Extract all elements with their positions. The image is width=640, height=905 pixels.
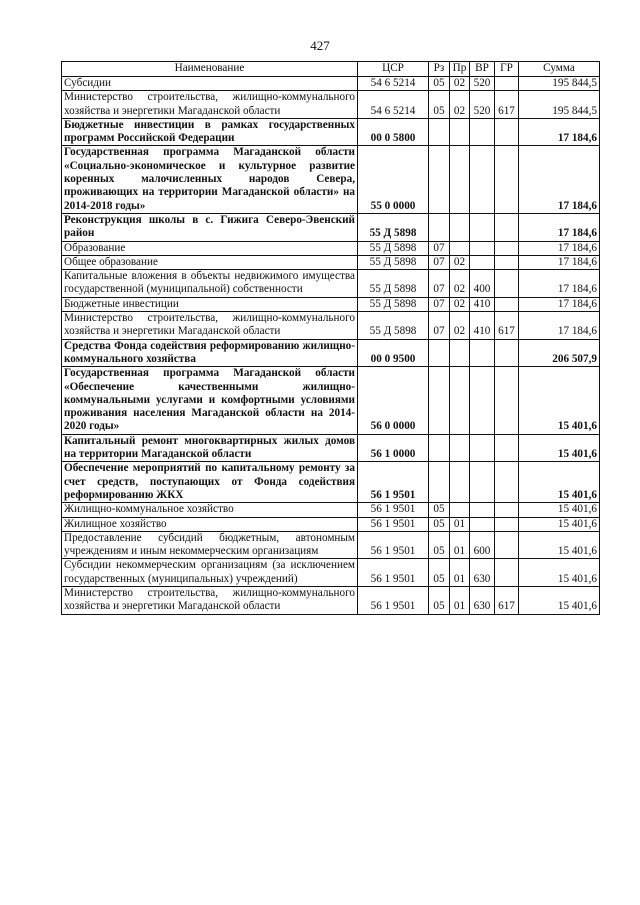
cell-csr: 55 Д 5898 (358, 312, 429, 340)
cell-name: Жилищно-коммунальное хозяйство (62, 503, 358, 517)
cell-gr (495, 255, 519, 269)
cell-csr: 00 0 9500 (358, 339, 429, 367)
cell-csr: 56 1 9501 (358, 559, 429, 587)
cell-pr: 01 (450, 531, 470, 559)
cell-pr (450, 146, 470, 213)
cell-vr (470, 146, 495, 213)
cell-vr (470, 462, 495, 503)
cell-name: Жилищное хозяйство (62, 517, 358, 531)
table-row (62, 312, 600, 340)
cell-name: Реконструкция школы в с. Гижига Северо-Эвенский район (62, 213, 358, 241)
cell-sum: 15 401,6 (519, 559, 600, 587)
header-name: Наименование (62, 62, 358, 77)
cell-gr (495, 559, 519, 587)
cell-pr: 02 (450, 297, 470, 311)
cell-pr (450, 462, 470, 503)
cell-vr: 400 (470, 270, 495, 298)
table-row (62, 517, 600, 531)
header-gr: ГР (495, 62, 519, 77)
cell-gr: 617 (495, 312, 519, 340)
cell-name: Бюджетные инвестиции в рамках государственных программ Российской Федерации (62, 118, 358, 146)
cell-csr: 54 6 5214 (358, 77, 429, 91)
cell-csr: 00 0 5800 (358, 118, 429, 146)
cell-vr: 520 (470, 91, 495, 119)
cell-vr (470, 241, 495, 255)
table-row (62, 146, 600, 213)
cell-sum: 195 844,5 (519, 77, 600, 91)
cell-sum: 17 184,6 (519, 118, 600, 146)
table-row (62, 91, 600, 119)
table-row (62, 255, 600, 269)
cell-gr (495, 367, 519, 434)
cell-name: Бюджетные инвестиции (62, 297, 358, 311)
cell-vr: 410 (470, 312, 495, 340)
table-row (62, 531, 600, 559)
cell-rz (429, 146, 450, 213)
header-vr: ВР (470, 62, 495, 77)
cell-csr: 56 1 9501 (358, 531, 429, 559)
cell-name: Субсидии некоммерческим организациям (за исключением государственных (муниципальных) учреждений) (62, 559, 358, 587)
cell-vr: 630 (470, 586, 495, 614)
table-row (62, 241, 600, 255)
cell-gr (495, 146, 519, 213)
cell-gr: 617 (495, 586, 519, 614)
cell-pr: 01 (450, 586, 470, 614)
cell-vr (470, 213, 495, 241)
cell-sum: 17 184,6 (519, 213, 600, 241)
cell-sum: 17 184,6 (519, 146, 600, 213)
cell-gr (495, 462, 519, 503)
cell-rz (429, 367, 450, 434)
cell-csr: 55 Д 5898 (358, 270, 429, 298)
cell-rz (429, 462, 450, 503)
cell-gr (495, 270, 519, 298)
page-number: 427 (310, 38, 330, 53)
cell-gr (495, 517, 519, 531)
header-pr: Пр (450, 62, 470, 77)
cell-name: Средства Фонда содействия реформированию жилищно-коммунального хозяйства (62, 339, 358, 367)
cell-vr (470, 367, 495, 434)
cell-rz: 05 (429, 503, 450, 517)
cell-pr: 01 (450, 517, 470, 531)
cell-csr: 56 1 9501 (358, 517, 429, 531)
cell-csr: 56 1 9501 (358, 586, 429, 614)
cell-vr (470, 255, 495, 269)
cell-name: Субсидии (62, 77, 358, 91)
table-row (62, 434, 600, 462)
table-row (62, 118, 600, 146)
cell-gr (495, 503, 519, 517)
table-header-row (62, 62, 600, 77)
cell-sum: 195 844,5 (519, 91, 600, 119)
cell-sum: 15 401,6 (519, 503, 600, 517)
table-row (62, 586, 600, 614)
cell-vr (470, 118, 495, 146)
cell-csr: 54 6 5214 (358, 91, 429, 119)
cell-sum: 17 184,6 (519, 312, 600, 340)
table-row (62, 270, 600, 298)
table-row (62, 297, 600, 311)
cell-csr: 55 0 0000 (358, 146, 429, 213)
cell-pr: 02 (450, 91, 470, 119)
cell-gr (495, 434, 519, 462)
cell-gr: 617 (495, 91, 519, 119)
cell-vr: 520 (470, 77, 495, 91)
budget-table (61, 61, 600, 615)
cell-gr (495, 241, 519, 255)
cell-sum: 17 184,6 (519, 270, 600, 298)
cell-sum: 17 184,6 (519, 255, 600, 269)
cell-name: Министерство строительства, жилищно-коммунального хозяйства и энергетики Магаданской области (62, 586, 358, 614)
cell-vr (470, 339, 495, 367)
cell-pr: 01 (450, 559, 470, 587)
cell-csr: 55 Д 5898 (358, 241, 429, 255)
cell-rz: 05 (429, 77, 450, 91)
cell-sum: 15 401,6 (519, 531, 600, 559)
cell-pr (450, 118, 470, 146)
cell-pr (450, 434, 470, 462)
cell-pr: 02 (450, 255, 470, 269)
cell-rz: 07 (429, 312, 450, 340)
cell-vr: 410 (470, 297, 495, 311)
cell-rz: 07 (429, 255, 450, 269)
header-rz: Рз (429, 62, 450, 77)
table-row (62, 213, 600, 241)
cell-sum: 15 401,6 (519, 367, 600, 434)
cell-pr (450, 339, 470, 367)
cell-sum: 15 401,6 (519, 434, 600, 462)
cell-csr: 55 Д 5898 (358, 213, 429, 241)
cell-csr: 56 1 9501 (358, 462, 429, 503)
cell-vr: 600 (470, 531, 495, 559)
table-row (62, 77, 600, 91)
cell-name: Предоставление субсидий бюджетным, автономным учреждениям и иным некоммерческим организациям (62, 531, 358, 559)
table-row (62, 503, 600, 517)
cell-vr (470, 517, 495, 531)
cell-sum: 17 184,6 (519, 241, 600, 255)
table-body (62, 77, 600, 615)
cell-name: Капитальные вложения в объекты недвижимого имущества государственной (муниципальной) собственности (62, 270, 358, 298)
table-row (62, 462, 600, 503)
cell-sum: 15 401,6 (519, 586, 600, 614)
cell-name: Министерство строительства, жилищно-коммунального хозяйства и энергетики Магаданской области (62, 312, 358, 340)
cell-rz: 07 (429, 270, 450, 298)
cell-name: Общее образование (62, 255, 358, 269)
cell-name: Образование (62, 241, 358, 255)
cell-pr (450, 367, 470, 434)
cell-rz: 05 (429, 517, 450, 531)
cell-rz: 05 (429, 559, 450, 587)
cell-gr (495, 339, 519, 367)
cell-rz (429, 434, 450, 462)
cell-csr: 56 0 0000 (358, 367, 429, 434)
cell-name: Министерство строительства, жилищно-коммунального хозяйства и энергетики Магаданской области (62, 91, 358, 119)
cell-csr: 55 Д 5898 (358, 297, 429, 311)
cell-gr (495, 213, 519, 241)
cell-rz: 05 (429, 531, 450, 559)
header-csr: ЦСР (358, 62, 429, 77)
cell-gr (495, 297, 519, 311)
cell-pr: 02 (450, 77, 470, 91)
cell-sum: 206 507,9 (519, 339, 600, 367)
cell-csr: 56 1 9501 (358, 503, 429, 517)
cell-rz: 07 (429, 241, 450, 255)
cell-sum: 17 184,6 (519, 297, 600, 311)
cell-rz (429, 339, 450, 367)
cell-rz: 05 (429, 91, 450, 119)
cell-vr (470, 434, 495, 462)
cell-pr (450, 503, 470, 517)
cell-rz: 07 (429, 297, 450, 311)
cell-csr: 55 Д 5898 (358, 255, 429, 269)
cell-csr: 56 1 0000 (358, 434, 429, 462)
cell-vr (470, 503, 495, 517)
table-row (62, 367, 600, 434)
cell-sum: 15 401,6 (519, 517, 600, 531)
cell-gr (495, 77, 519, 91)
cell-sum: 15 401,6 (519, 462, 600, 503)
table-row (62, 339, 600, 367)
cell-rz (429, 118, 450, 146)
cell-name: Капитальный ремонт многоквартирных жилых домов на территории Магаданской области (62, 434, 358, 462)
cell-pr (450, 213, 470, 241)
cell-name: Государственная программа Магаданской области «Обеспечение качественными жилищно-коммунальными услугами и комфортными условиями проживания населения Магаданской области на 2014-2020 годы» (62, 367, 358, 434)
cell-rz: 05 (429, 586, 450, 614)
cell-pr: 02 (450, 270, 470, 298)
cell-name: Обеспечение мероприятий по капитальному ремонту за счет средств, поступающих от Фонда содействия реформированию ЖКХ (62, 462, 358, 503)
table-row (62, 559, 600, 587)
cell-gr (495, 118, 519, 146)
cell-pr: 02 (450, 312, 470, 340)
cell-pr (450, 241, 470, 255)
cell-rz (429, 213, 450, 241)
cell-gr (495, 531, 519, 559)
header-sum: Сумма (519, 62, 600, 77)
cell-name: Государственная программа Магаданской области «Социально-экономическое и культурное развитие коренных малочисленных народов Севера, проживающих на территории Магаданской области» на 2014-2018 годы» (62, 146, 358, 213)
cell-vr: 630 (470, 559, 495, 587)
